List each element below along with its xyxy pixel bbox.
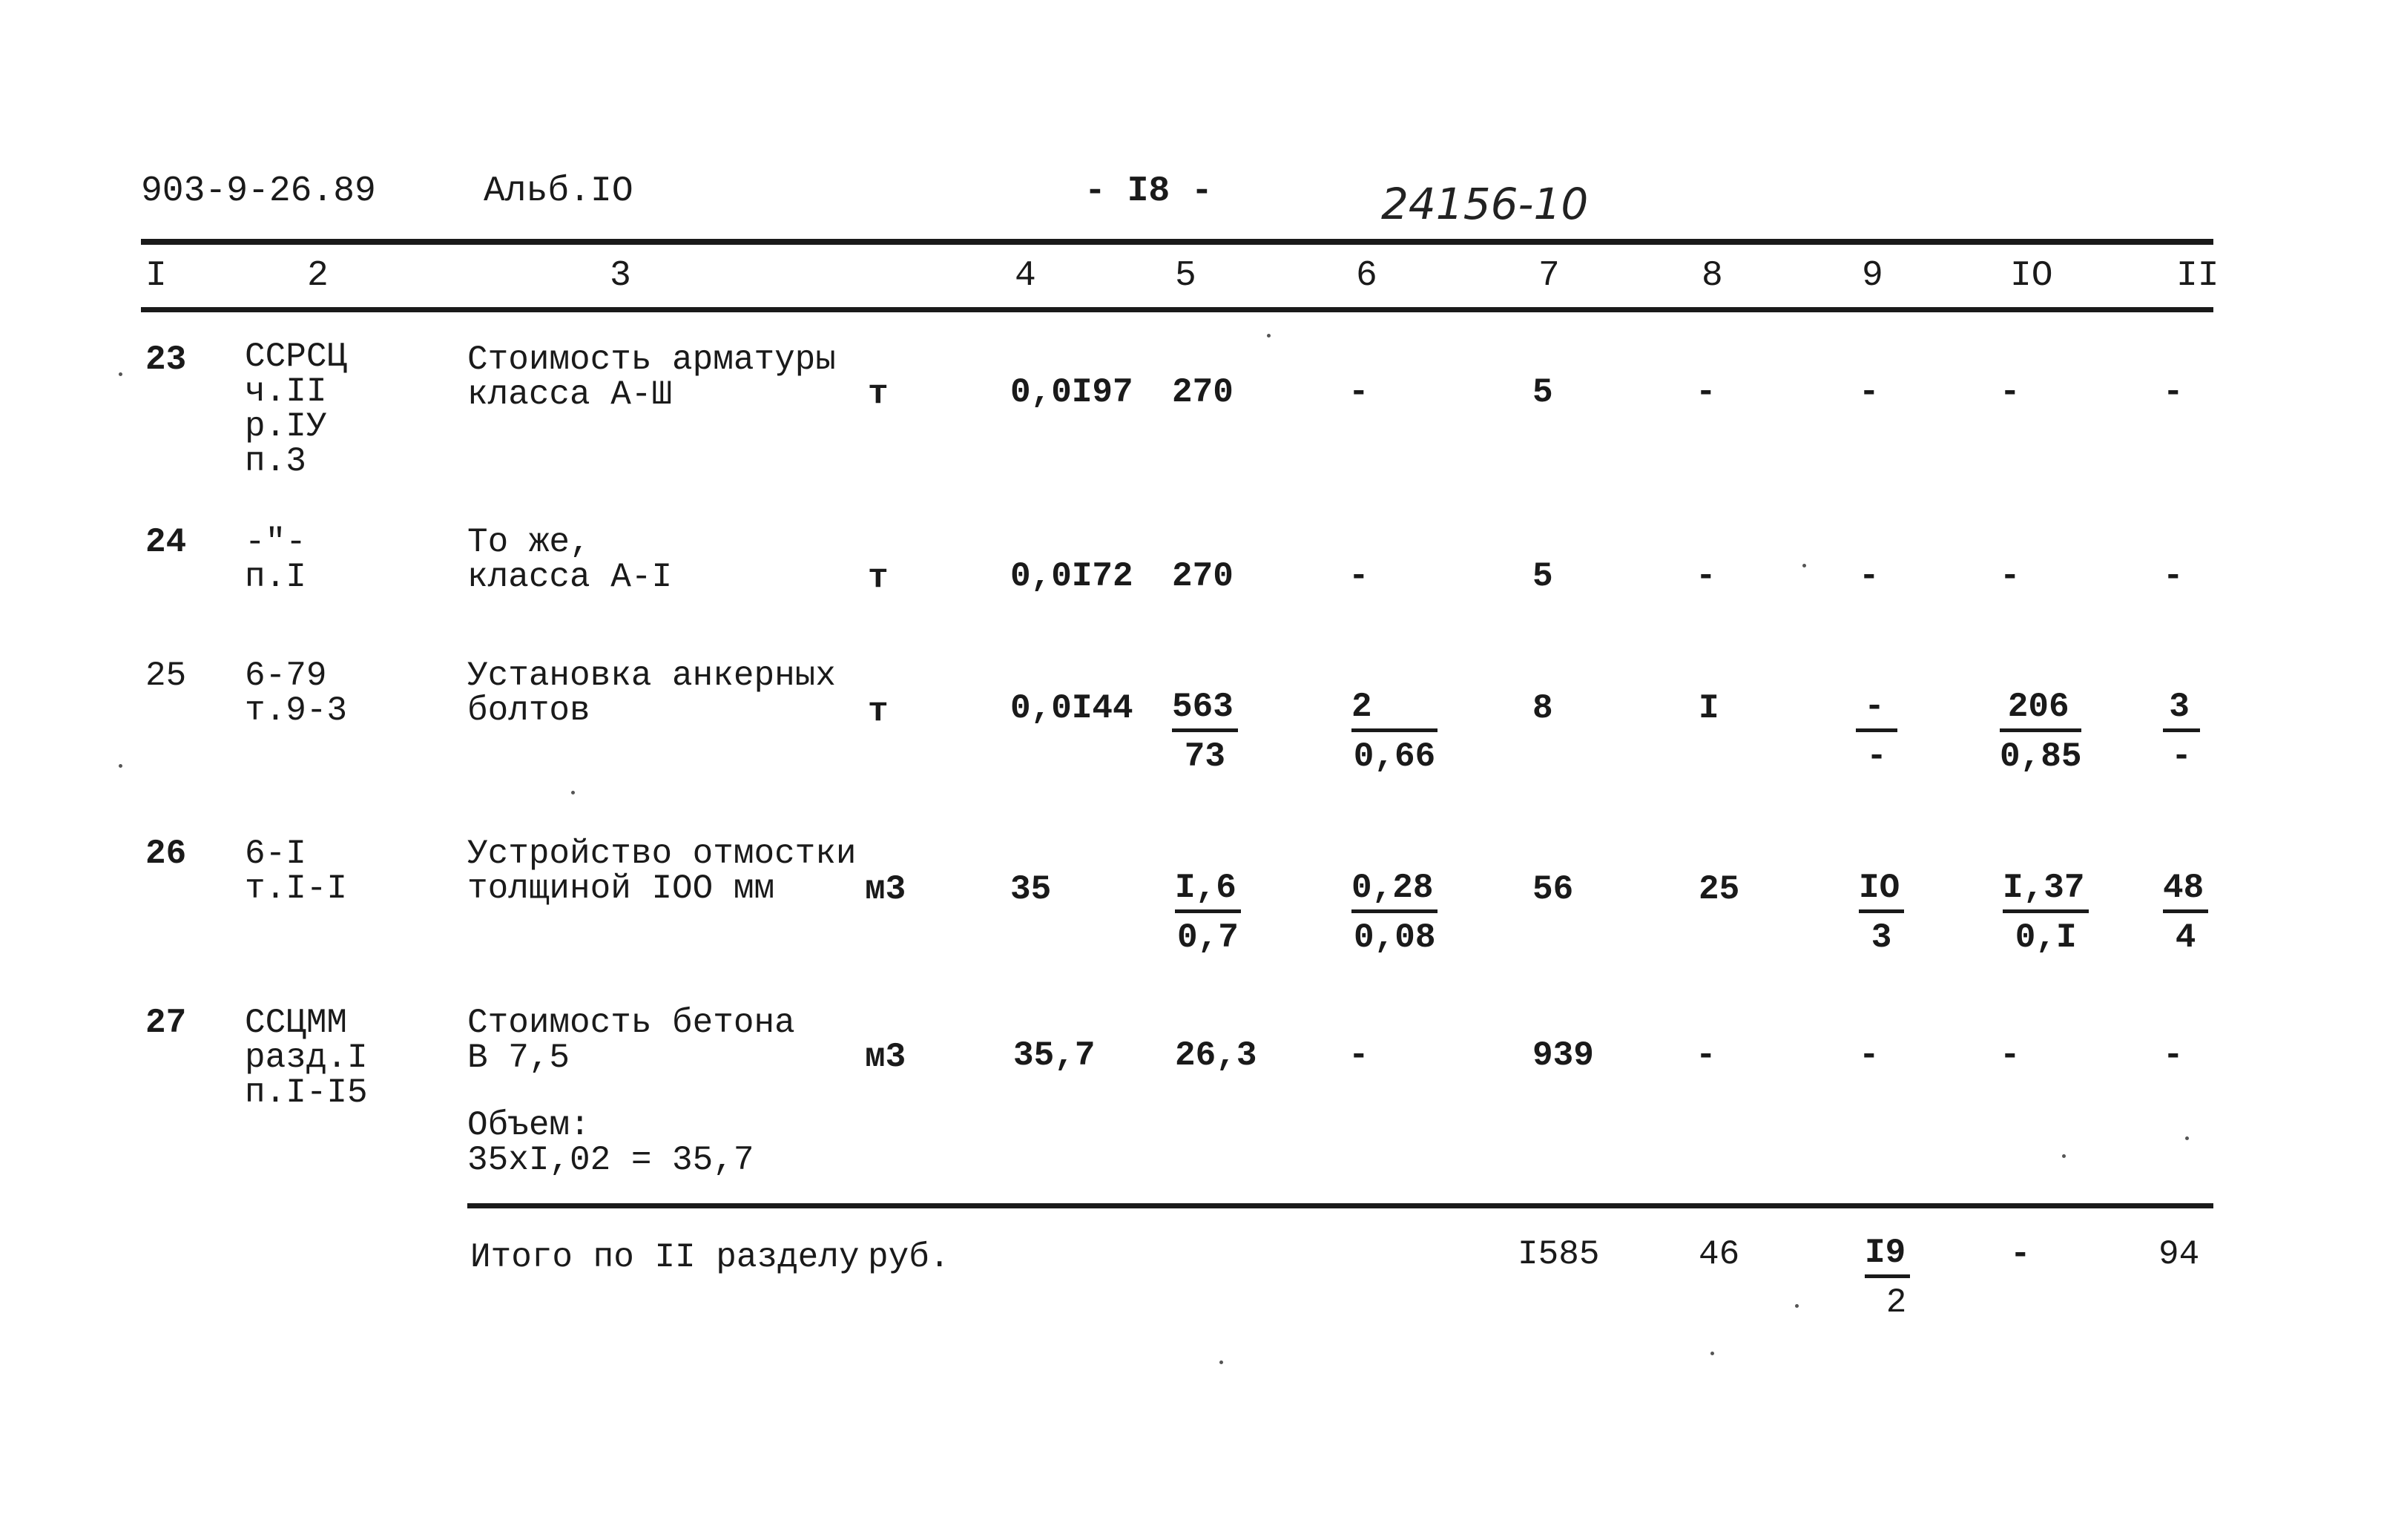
work-description: Стоимость арматуры класса А-Ш: [467, 340, 836, 414]
top-rule: [141, 239, 2213, 245]
column-header-7: 7: [1538, 256, 1560, 296]
col5-value: 26,3: [1175, 1036, 1257, 1075]
col8-value: I: [1699, 689, 1719, 728]
col8-value: -: [1696, 1036, 1716, 1075]
quantity: 35: [1010, 870, 1052, 909]
col10-fraction: [2000, 690, 2081, 774]
total-rule: [467, 1203, 2213, 1208]
col6-value: -: [1348, 1036, 1369, 1075]
fraction-numerator: 206: [2000, 690, 2081, 732]
column-header-1: I: [145, 256, 167, 296]
scan-speck: [1795, 1304, 1799, 1308]
norm-reference: ССРСЦ ч.II р.IУ п.3: [245, 338, 348, 481]
column-header-5: 5: [1175, 256, 1196, 296]
col5-value: 270: [1172, 373, 1234, 412]
col6-fraction: [1351, 690, 1438, 774]
col8-value: 25: [1699, 870, 1740, 909]
col7-value: 939: [1532, 1036, 1594, 1075]
fraction-numerator: 3: [2163, 690, 2200, 732]
column-header-11: II: [2176, 256, 2219, 296]
fraction-denominator: 0,7: [1177, 918, 1239, 957]
quantity: 35,7: [1013, 1036, 1096, 1075]
col9-value: -: [1859, 1036, 1880, 1075]
unit: м3: [865, 870, 906, 909]
scan-speck: [119, 764, 122, 768]
col7-value: 5: [1532, 373, 1553, 412]
handwritten-inventory-number: 24156-10: [1381, 179, 1589, 229]
norm-reference: -"- п.I: [245, 523, 306, 596]
col9-fraction: [1859, 871, 1904, 955]
total-col9-fraction: [1865, 1236, 1910, 1320]
fraction-denominator: -: [2171, 737, 2192, 776]
quantity: 0,0I44: [1010, 689, 1133, 728]
unit: т: [868, 692, 889, 731]
col6-value: -: [1348, 557, 1369, 596]
col11-value: -: [2163, 1036, 2184, 1075]
fraction-numerator: 2: [1351, 690, 1438, 732]
col10-value: -: [2000, 557, 2021, 596]
total-col8: 46: [1699, 1235, 1740, 1274]
col10-fraction: [2003, 871, 2089, 955]
fraction-numerator: IO: [1859, 871, 1904, 913]
col11-fraction: [2163, 690, 2200, 774]
quantity: 0,0I97: [1010, 373, 1133, 412]
col11-fraction: [2163, 871, 2208, 955]
total-col10: -: [2010, 1235, 2031, 1274]
document-number: 903-9-26.89: [141, 171, 376, 211]
norm-reference: ССЦММ разд.I п.I-I5: [245, 1004, 368, 1112]
col7-value: 8: [1532, 689, 1553, 728]
norm-reference: 6-79 т.9-3: [245, 657, 348, 730]
fraction-denominator: 73: [1184, 737, 1226, 776]
col5-fraction: [1172, 690, 1238, 774]
unit: т: [868, 559, 889, 597]
work-description: То же, класса А-I: [467, 523, 673, 596]
row-number: 27: [145, 1004, 187, 1042]
norm-reference: 6-I т.I-I: [245, 835, 348, 908]
col9-value: -: [1859, 557, 1880, 596]
col11-value: -: [2163, 373, 2184, 412]
column-header-6: 6: [1356, 256, 1377, 296]
col8-value: -: [1696, 557, 1716, 596]
col5-value: 270: [1172, 557, 1234, 596]
volume-note: Объем: 35хI,02 = 35,7: [467, 1106, 754, 1179]
column-header-2: 2: [307, 256, 329, 296]
col7-value: 56: [1532, 870, 1574, 909]
column-header-3: 3: [610, 256, 631, 296]
col6-value: -: [1348, 373, 1369, 412]
scan-speck: [1219, 1360, 1223, 1364]
fraction-denominator: 0,85: [2000, 737, 2082, 776]
fraction-denominator: 2: [1886, 1283, 1907, 1322]
fraction-denominator: -: [1866, 737, 1887, 776]
col8-value: -: [1696, 373, 1716, 412]
page-number: - I8 -: [1084, 171, 1213, 211]
work-description: Установка анкерных болтов: [467, 657, 836, 730]
row-number: 24: [145, 523, 187, 562]
col9-value: -: [1859, 373, 1880, 412]
fraction-denominator: 0,I: [2015, 918, 2077, 957]
unit: т: [868, 375, 889, 413]
scan-speck: [2062, 1154, 2066, 1158]
scan-speck: [1710, 1352, 1714, 1355]
header-rule: [141, 307, 2213, 312]
fraction-denominator: 0,66: [1353, 737, 1436, 776]
col10-value: -: [2000, 373, 2021, 412]
fraction-denominator: 0,08: [1354, 918, 1436, 957]
total-label: Итого по II разделу: [470, 1238, 860, 1277]
col11-value: -: [2163, 557, 2184, 596]
scan-speck: [119, 372, 122, 376]
total-col11: 94: [2158, 1235, 2200, 1274]
row-number: 26: [145, 835, 187, 873]
row-number: 25: [145, 657, 187, 695]
total-col7: I585: [1518, 1235, 1600, 1274]
scan-speck: [1267, 334, 1271, 338]
total-unit: руб.: [868, 1238, 950, 1277]
scan-speck: [1802, 564, 1806, 567]
column-header-10: IO: [2010, 256, 2053, 296]
column-header-9: 9: [1862, 256, 1883, 296]
fraction-numerator: I,6: [1175, 871, 1241, 913]
work-description: Устройство отмостки толщиной IOO мм: [467, 835, 857, 908]
fraction-numerator: 0,28: [1351, 871, 1438, 913]
fraction-numerator: 48: [2163, 871, 2208, 913]
scan-speck: [571, 791, 575, 794]
quantity: 0,0I72: [1010, 557, 1133, 596]
col9-fraction: [1856, 690, 1897, 774]
fraction-denominator: 3: [1871, 918, 1892, 957]
work-description: Стоимость бетона В 7,5: [467, 1004, 795, 1077]
fraction-numerator: -: [1856, 690, 1897, 732]
fraction-denominator: 4: [2175, 918, 2196, 957]
scan-speck: [2185, 1136, 2189, 1140]
fraction-numerator: 563: [1172, 690, 1238, 732]
col10-value: -: [2000, 1036, 2021, 1075]
album-number: Альб.IO: [484, 171, 633, 211]
col6-fraction: [1351, 871, 1438, 955]
fraction-numerator: I9: [1865, 1236, 1910, 1278]
col7-value: 5: [1532, 557, 1553, 596]
fraction-numerator: I,37: [2003, 871, 2089, 913]
column-header-4: 4: [1015, 256, 1036, 296]
row-number: 23: [145, 340, 187, 379]
col5-fraction: [1175, 871, 1241, 955]
column-header-8: 8: [1702, 256, 1723, 296]
unit: м3: [865, 1038, 906, 1076]
